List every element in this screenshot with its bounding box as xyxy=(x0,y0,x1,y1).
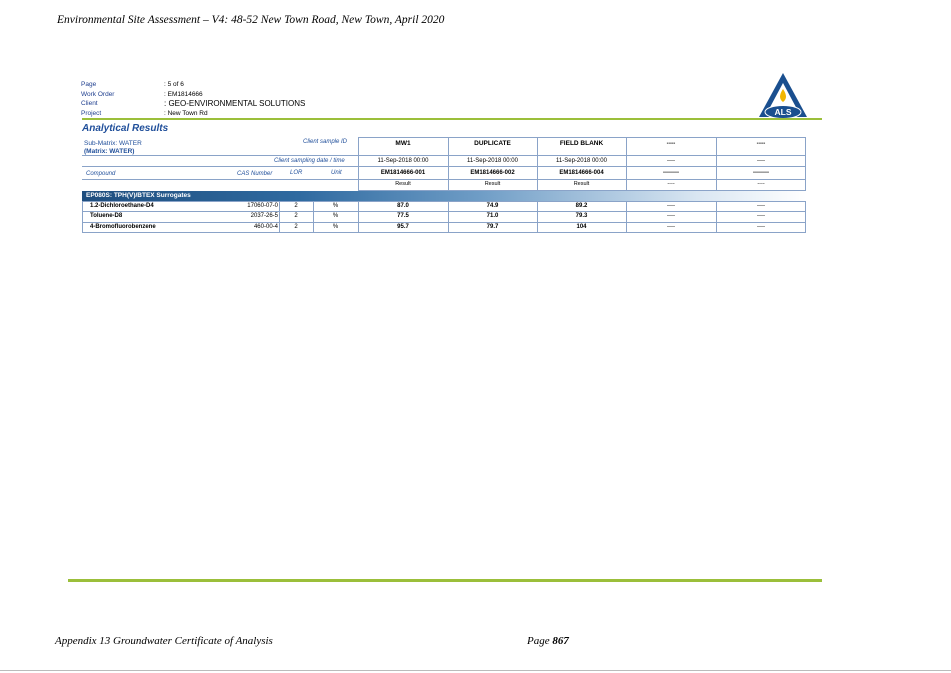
lor-value: 2 xyxy=(294,224,298,230)
result-value: 79.7 xyxy=(486,224,499,230)
column-lab: EM1814666-004 xyxy=(559,170,604,176)
result-value: ---- xyxy=(757,213,765,219)
column-lab: EM1814666-002 xyxy=(470,170,515,176)
result-value: 89.2 xyxy=(575,203,588,209)
sub-matrix-label: Sub-Matrix: WATER xyxy=(84,140,142,147)
cas-number: 460-00-4 xyxy=(253,224,278,230)
section-title: Analytical Results xyxy=(82,123,169,134)
result-value: 87.0 xyxy=(397,203,409,209)
sampling-date-label: Client sampling date / time xyxy=(274,158,345,164)
footer-page-prefix: Page xyxy=(527,635,553,647)
column-lab: -------- xyxy=(753,170,769,176)
compound-name: 1.2-Dichloroethane-D4 xyxy=(90,203,154,209)
footer-rule xyxy=(68,579,822,582)
lor-value: 2 xyxy=(294,213,298,219)
column-sample-id: DUPLICATE xyxy=(474,140,511,147)
page-bottom-rule xyxy=(0,670,951,671)
logo-text: ALS xyxy=(774,107,792,117)
column-lab: -------- xyxy=(663,170,679,176)
column-type: Result xyxy=(395,181,411,187)
meta-label: Page xyxy=(81,81,97,88)
column-type: Result xyxy=(484,181,501,187)
column-type: Result xyxy=(573,181,590,187)
compound-header: Compound xyxy=(86,171,116,177)
result-value: 104 xyxy=(576,224,587,230)
header-rule xyxy=(82,118,822,120)
meta-value: : New Town Rd xyxy=(164,109,208,117)
column-sample-id: FIELD BLANK xyxy=(559,140,604,147)
meta-page xyxy=(81,80,305,90)
meta-value: : GEO-ENVIRONMENTAL SOLUTIONS xyxy=(164,99,306,108)
result-value: 79.3 xyxy=(575,213,588,219)
group-label: EP080S: TPH(V)/BTEX Surrogates xyxy=(86,192,191,199)
cas-number: 17060-07-0 xyxy=(247,203,278,209)
column-date: ---- xyxy=(667,158,675,164)
result-value: 95.7 xyxy=(397,224,409,230)
result-value: ---- xyxy=(667,203,675,209)
matrix-label: (Matrix: WATER) xyxy=(84,148,135,155)
meta-project xyxy=(81,109,305,119)
report-metadata xyxy=(81,80,305,118)
column-sample-id: MW1 xyxy=(395,140,411,147)
document-header: Environmental Site Assessment – V4: 48-52 New Town Road, New Town, April 2020 xyxy=(57,14,445,26)
column-sample-id: ---- xyxy=(666,140,676,147)
meta-label: Work Order xyxy=(81,90,115,98)
unit-value: % xyxy=(332,224,339,230)
result-value: ---- xyxy=(757,203,765,209)
meta-value: : EM1814666 xyxy=(164,90,203,98)
result-value: ---- xyxy=(667,224,675,230)
column-date: 11-Sep-2018 00:00 xyxy=(556,158,607,164)
column-date: 11-Sep-2018 00:00 xyxy=(377,158,429,164)
compound-name: 4-Bromofluorobenzene xyxy=(90,224,156,230)
client-sample-id-label: Client sample ID xyxy=(303,139,348,145)
footer-page-number: 867 xyxy=(552,635,569,647)
result-value: 71.0 xyxy=(486,213,499,219)
meta-value: : 5 of 6 xyxy=(164,81,184,88)
unit-header: Unit xyxy=(331,170,342,176)
column-sample-id: ---- xyxy=(756,140,766,147)
compound-name: Toluene-D8 xyxy=(90,213,123,219)
result-value: ---- xyxy=(667,213,675,219)
unit-value: % xyxy=(332,213,339,219)
meta-work-order xyxy=(81,90,305,100)
lor-value: 2 xyxy=(294,203,298,209)
column-type: ---- xyxy=(757,181,765,187)
als-logo xyxy=(757,71,809,121)
cas-number: 2037-26-5 xyxy=(250,213,278,219)
result-value: 77.5 xyxy=(397,213,409,219)
unit-value: % xyxy=(332,203,339,209)
meta-client xyxy=(81,99,305,109)
result-value: 74.9 xyxy=(486,203,499,209)
column-lab: EM1814666-001 xyxy=(380,170,426,176)
footer-page xyxy=(527,635,569,647)
column-date: ---- xyxy=(757,158,765,164)
meta-label: Project xyxy=(81,109,102,117)
column-type: ---- xyxy=(667,181,675,187)
cas-header: CAS Number xyxy=(237,171,273,177)
column-date: 11-Sep-2018 00:00 xyxy=(467,158,518,164)
footer-appendix: Appendix 13 Groundwater Certificate of Analysis xyxy=(55,635,273,647)
lor-header: LOR xyxy=(290,170,303,176)
meta-label: Client xyxy=(81,100,98,107)
result-value: ---- xyxy=(757,224,765,230)
